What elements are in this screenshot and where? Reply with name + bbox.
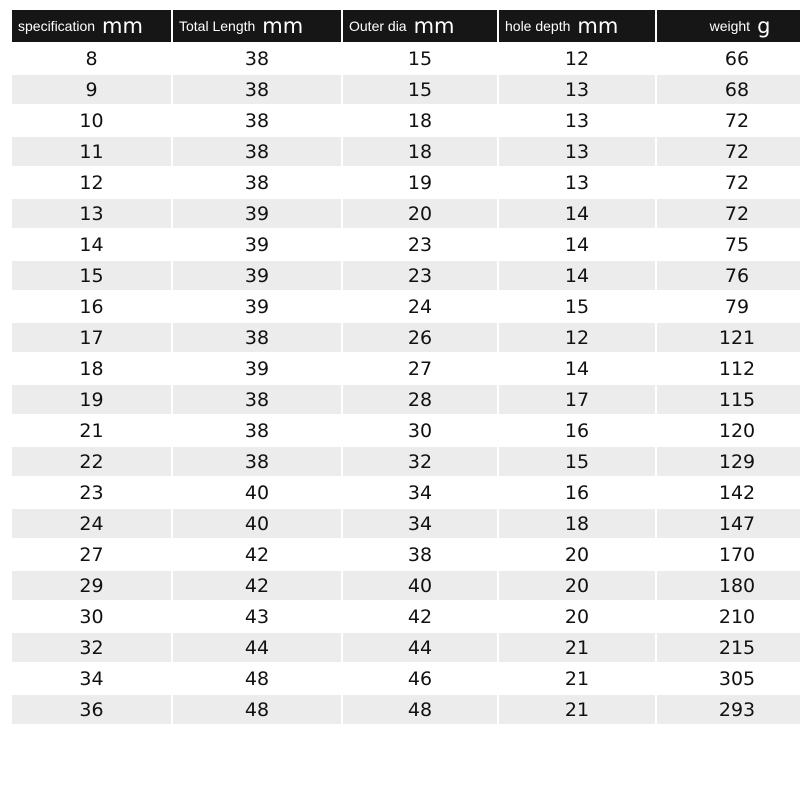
cell-specification: 30 bbox=[12, 601, 172, 632]
cell-hole-depth: 14 bbox=[498, 198, 656, 229]
cell-hole-depth: 20 bbox=[498, 570, 656, 601]
cell-specification: 34 bbox=[12, 663, 172, 694]
cell-specification: 17 bbox=[12, 322, 172, 353]
table-header bbox=[12, 10, 800, 43]
cell-hole-depth: 20 bbox=[498, 539, 656, 570]
cell-weight: 68 bbox=[656, 74, 800, 105]
cell-weight: 215 bbox=[656, 632, 800, 663]
cell-outer-dia: 42 bbox=[342, 601, 498, 632]
cell-specification: 27 bbox=[12, 539, 172, 570]
cell-weight: 305 bbox=[656, 663, 800, 694]
cell-weight: 147 bbox=[656, 508, 800, 539]
table-row bbox=[12, 446, 800, 477]
cell-outer-dia: 44 bbox=[342, 632, 498, 663]
cell-total-length: 38 bbox=[172, 415, 342, 446]
cell-weight: 72 bbox=[656, 136, 800, 167]
cell-specification: 16 bbox=[12, 291, 172, 322]
table-row bbox=[12, 508, 800, 539]
cell-hole-depth: 16 bbox=[498, 415, 656, 446]
cell-outer-dia: 38 bbox=[342, 539, 498, 570]
table-row bbox=[12, 384, 800, 415]
table-row bbox=[12, 632, 800, 663]
cell-specification: 10 bbox=[12, 105, 172, 136]
cell-outer-dia: 34 bbox=[342, 508, 498, 539]
cell-total-length: 40 bbox=[172, 508, 342, 539]
cell-total-length: 38 bbox=[172, 167, 342, 198]
cell-outer-dia: 32 bbox=[342, 446, 498, 477]
cell-hole-depth: 12 bbox=[498, 322, 656, 353]
cell-hole-depth: 14 bbox=[498, 260, 656, 291]
cell-outer-dia: 15 bbox=[342, 74, 498, 105]
cell-total-length: 38 bbox=[172, 43, 342, 74]
header-label: weight bbox=[709, 18, 751, 34]
cell-weight: 72 bbox=[656, 198, 800, 229]
cell-hole-depth: 21 bbox=[498, 663, 656, 694]
table-row bbox=[12, 477, 800, 508]
cell-outer-dia: 40 bbox=[342, 570, 498, 601]
cell-weight: 210 bbox=[656, 601, 800, 632]
cell-outer-dia: 34 bbox=[342, 477, 498, 508]
cell-total-length: 43 bbox=[172, 601, 342, 632]
table-row bbox=[12, 694, 800, 724]
cell-total-length: 38 bbox=[172, 74, 342, 105]
header-outer-dia bbox=[342, 10, 498, 43]
cell-weight: 170 bbox=[656, 539, 800, 570]
cell-outer-dia: 46 bbox=[342, 663, 498, 694]
cell-weight: 72 bbox=[656, 105, 800, 136]
header-hole-depth bbox=[498, 10, 656, 43]
table-row bbox=[12, 539, 800, 570]
cell-outer-dia: 23 bbox=[342, 229, 498, 260]
cell-hole-depth: 17 bbox=[498, 384, 656, 415]
cell-hole-depth: 16 bbox=[498, 477, 656, 508]
table-row bbox=[12, 260, 800, 291]
cell-total-length: 38 bbox=[172, 384, 342, 415]
table-row bbox=[12, 74, 800, 105]
table-body bbox=[12, 43, 800, 724]
header-label: specification bbox=[18, 18, 96, 34]
header-row bbox=[12, 10, 800, 43]
header-weight bbox=[656, 10, 800, 43]
cell-weight: 75 bbox=[656, 229, 800, 260]
cell-specification: 11 bbox=[12, 136, 172, 167]
table-row bbox=[12, 136, 800, 167]
cell-weight: 121 bbox=[656, 322, 800, 353]
cell-hole-depth: 13 bbox=[498, 105, 656, 136]
table-row bbox=[12, 198, 800, 229]
table-row bbox=[12, 291, 800, 322]
cell-outer-dia: 20 bbox=[342, 198, 498, 229]
cell-total-length: 39 bbox=[172, 229, 342, 260]
cell-specification: 9 bbox=[12, 74, 172, 105]
cell-weight: 120 bbox=[656, 415, 800, 446]
cell-outer-dia: 19 bbox=[342, 167, 498, 198]
cell-hole-depth: 14 bbox=[498, 353, 656, 384]
cell-outer-dia: 18 bbox=[342, 136, 498, 167]
table-row bbox=[12, 105, 800, 136]
cell-outer-dia: 15 bbox=[342, 43, 498, 74]
cell-total-length: 44 bbox=[172, 632, 342, 663]
cell-total-length: 48 bbox=[172, 694, 342, 724]
cell-specification: 23 bbox=[12, 477, 172, 508]
cell-specification: 24 bbox=[12, 508, 172, 539]
header-unit: g bbox=[757, 14, 771, 38]
cell-hole-depth: 21 bbox=[498, 632, 656, 663]
specification-table bbox=[12, 10, 800, 724]
cell-total-length: 39 bbox=[172, 198, 342, 229]
cell-hole-depth: 13 bbox=[498, 167, 656, 198]
cell-total-length: 38 bbox=[172, 136, 342, 167]
table-row bbox=[12, 322, 800, 353]
cell-specification: 18 bbox=[12, 353, 172, 384]
table-row bbox=[12, 229, 800, 260]
cell-total-length: 38 bbox=[172, 105, 342, 136]
cell-specification: 19 bbox=[12, 384, 172, 415]
cell-hole-depth: 18 bbox=[498, 508, 656, 539]
table-row bbox=[12, 353, 800, 384]
table-row bbox=[12, 415, 800, 446]
cell-outer-dia: 28 bbox=[342, 384, 498, 415]
cell-outer-dia: 18 bbox=[342, 105, 498, 136]
cell-outer-dia: 27 bbox=[342, 353, 498, 384]
cell-hole-depth: 21 bbox=[498, 694, 656, 724]
cell-weight: 76 bbox=[656, 260, 800, 291]
table-row bbox=[12, 570, 800, 601]
table-row bbox=[12, 167, 800, 198]
cell-hole-depth: 15 bbox=[498, 446, 656, 477]
cell-weight: 180 bbox=[656, 570, 800, 601]
cell-specification: 14 bbox=[12, 229, 172, 260]
header-unit: mm bbox=[262, 14, 304, 38]
cell-specification: 15 bbox=[12, 260, 172, 291]
cell-specification: 36 bbox=[12, 694, 172, 724]
cell-total-length: 39 bbox=[172, 260, 342, 291]
cell-outer-dia: 24 bbox=[342, 291, 498, 322]
cell-total-length: 38 bbox=[172, 322, 342, 353]
header-unit: mm bbox=[102, 14, 143, 38]
cell-specification: 12 bbox=[12, 167, 172, 198]
cell-hole-depth: 13 bbox=[498, 136, 656, 167]
cell-weight: 66 bbox=[656, 43, 800, 74]
header-total-length bbox=[172, 10, 342, 43]
cell-specification: 22 bbox=[12, 446, 172, 477]
cell-weight: 72 bbox=[656, 167, 800, 198]
cell-outer-dia: 30 bbox=[342, 415, 498, 446]
cell-outer-dia: 48 bbox=[342, 694, 498, 724]
cell-hole-depth: 12 bbox=[498, 43, 656, 74]
header-label: hole depth bbox=[505, 18, 571, 34]
cell-specification: 8 bbox=[12, 43, 172, 74]
cell-hole-depth: 15 bbox=[498, 291, 656, 322]
cell-total-length: 42 bbox=[172, 539, 342, 570]
header-label: Total Length bbox=[179, 18, 256, 34]
header-label: Outer dia bbox=[349, 18, 407, 34]
header-specification bbox=[12, 10, 172, 43]
cell-total-length: 42 bbox=[172, 570, 342, 601]
cell-hole-depth: 20 bbox=[498, 601, 656, 632]
cell-total-length: 39 bbox=[172, 291, 342, 322]
cell-hole-depth: 14 bbox=[498, 229, 656, 260]
cell-specification: 21 bbox=[12, 415, 172, 446]
table-row bbox=[12, 601, 800, 632]
cell-weight: 79 bbox=[656, 291, 800, 322]
cell-outer-dia: 23 bbox=[342, 260, 498, 291]
cell-specification: 29 bbox=[12, 570, 172, 601]
cell-weight: 129 bbox=[656, 446, 800, 477]
cell-hole-depth: 13 bbox=[498, 74, 656, 105]
cell-weight: 142 bbox=[656, 477, 800, 508]
specification-table-container bbox=[12, 10, 800, 724]
cell-weight: 115 bbox=[656, 384, 800, 415]
header-unit: mm bbox=[413, 14, 455, 38]
cell-outer-dia: 26 bbox=[342, 322, 498, 353]
cell-weight: 293 bbox=[656, 694, 800, 724]
cell-total-length: 48 bbox=[172, 663, 342, 694]
cell-total-length: 40 bbox=[172, 477, 342, 508]
table-row bbox=[12, 663, 800, 694]
header-unit: mm bbox=[577, 14, 619, 38]
table-row bbox=[12, 43, 800, 74]
cell-total-length: 39 bbox=[172, 353, 342, 384]
cell-specification: 32 bbox=[12, 632, 172, 663]
cell-total-length: 38 bbox=[172, 446, 342, 477]
cell-specification: 13 bbox=[12, 198, 172, 229]
cell-weight: 112 bbox=[656, 353, 800, 384]
